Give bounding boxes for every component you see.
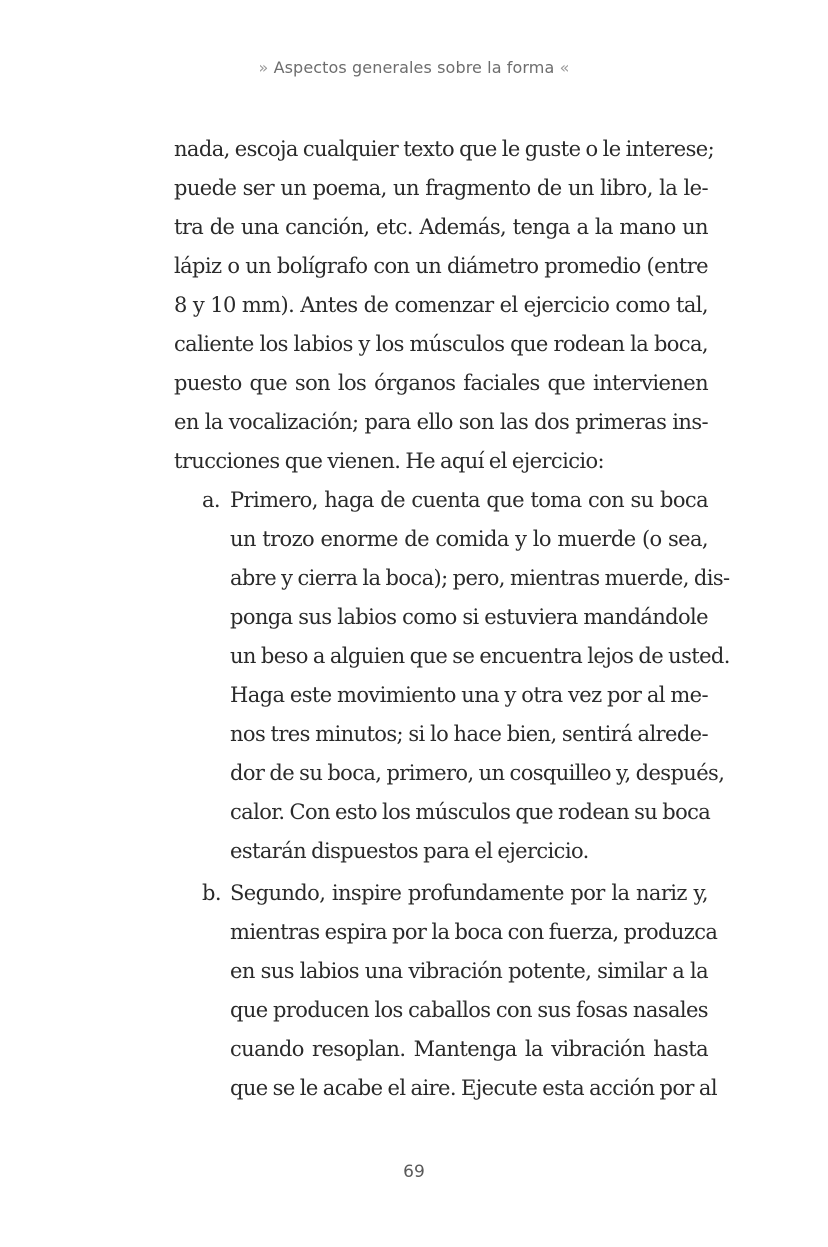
list-item-line: que se le acabe el aire. Ejecute esta acción por al [230,1076,717,1100]
list-item-a [174,481,730,871]
paragraph-line: lápiz o un bolígrafo con un diámetro promedio (entre [174,254,708,278]
header-left-guillemet: » [258,58,269,77]
body-text [174,130,730,1108]
list-item-line: estarán dispuestos para el ejercicio. [230,839,589,863]
list-item-line: en sus labios una vibración potente, similar a la [230,959,708,983]
list-item-line: ponga sus labios como si estuviera mandándole [230,605,708,629]
header-right-guillemet: « [559,58,570,77]
page-number: 69 [403,1162,425,1182]
paragraph-line: tra de una canción, etc. Además, tenga a la mano un [174,215,708,239]
list-item-line: que producen los caballos con sus fosas nasales [230,998,708,1022]
list-item-line: cuando resoplan. Mantenga la vibración hasta [230,1037,708,1061]
paragraph-line: trucciones que vienen. He aquí el ejercicio: [174,449,604,473]
list-item-line: dor de su boca, primero, un cosquilleo y, después, [230,761,725,785]
list-item-line: mientras espira por la boca con fuerza, produzca [230,920,718,944]
list-item-line: un trozo enorme de comida y lo muerde (o sea, [230,527,708,551]
list-item-b [174,874,718,1108]
list-item-line: abre y cierra la boca); pero, mientras muerde, dis- [230,566,730,590]
header-title: Aspectos generales sobre la forma [273,58,555,77]
paragraph-line: nada, escoja cualquier texto que le guste o le interese; [174,137,715,161]
paragraph-line: caliente los labios y los músculos que rodean la boca, [174,332,708,356]
running-header [0,58,828,77]
list-item-label: b. [202,881,221,905]
paragraph-line: 8 y 10 mm). Antes de comenzar el ejercicio como tal, [174,293,708,317]
list-item-line: calor. Con esto los músculos que rodean su boca [230,800,711,824]
paragraph-line: puesto que son los órganos faciales que intervienen [174,371,708,395]
list-item-line: un beso a alguien que se encuentra lejos de usted. [230,644,730,668]
list-item-line: Haga este movimiento una y otra vez por al me- [230,683,708,707]
paragraph-line: puede ser un poema, un fragmento de un libro, la le- [174,176,708,200]
intro-paragraph [174,130,715,481]
paragraph-line: en la vocalización; para ello son las dos primeras ins- [174,410,708,434]
list-item-line: nos tres minutos; si lo hace bien, sentirá alrede- [230,722,708,746]
list-item-line: Primero, haga de cuenta que toma con su boca [230,488,708,512]
list-item-label: a. [202,488,220,512]
list-item-line: Segundo, inspire profundamente por la nariz y, [230,881,708,905]
